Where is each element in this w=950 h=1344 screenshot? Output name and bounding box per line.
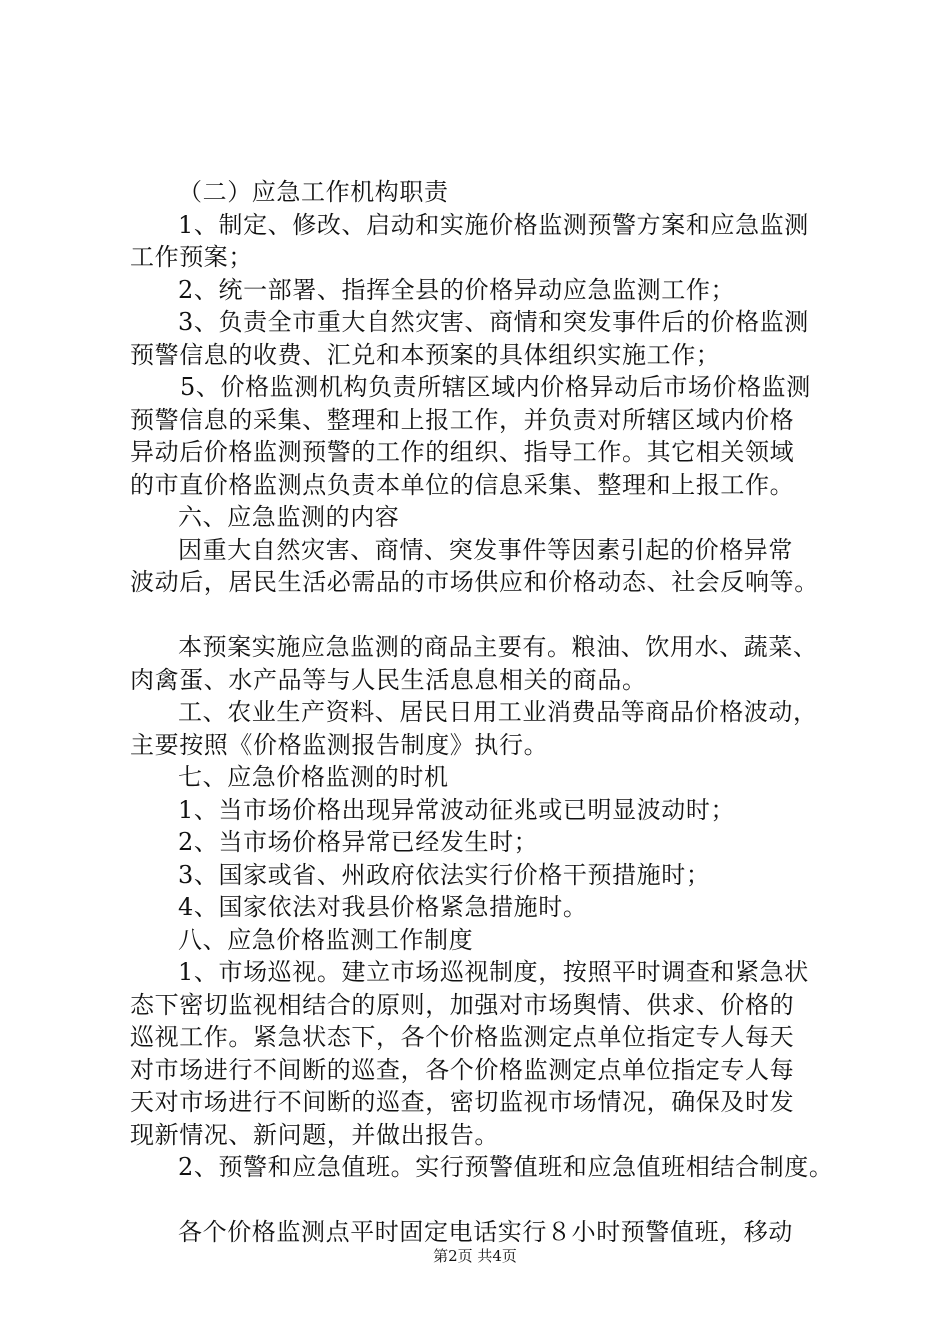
paragraph-line: 肉禽蛋、水产品等与人民生活息息相关的商品。	[130, 665, 647, 694]
paragraph-line: 对市场进行不间断的巡查，各个价格监测定点单位指定专人每	[130, 1055, 795, 1084]
paragraph-line: 1、当市场价格出现异常波动征兆或已明显波动时；	[178, 795, 736, 824]
paragraph-line: 预警信息的采集、整理和上报工作，并负责对所辖区域内价格	[130, 405, 795, 434]
section-heading: 七、应急价格监测的时机	[178, 763, 449, 791]
paragraph-line: 工、农业生产资料、居民日用工业消费品等商品价格波动，	[178, 698, 818, 726]
paragraph-line: 3、负责全市重大自然灾害、商情和突发事件后的价格监测	[178, 308, 809, 336]
paragraph-line: 异动后价格监测预警的工作的组织、指导工作。其它相关领域	[130, 438, 795, 466]
section-heading: （二）应急工作机构职责	[178, 178, 449, 206]
paragraph-line: 各个价格监测点平时固定电话实行８小时预警值班，移动	[178, 1218, 793, 1246]
document-body	[130, 176, 850, 1249]
paragraph-line: 巡视工作。紧急状态下，各个价格监测定点单位指定专人每天	[130, 1023, 795, 1051]
page-footer: 第2页 共4页	[433, 1247, 517, 1265]
blank-line	[130, 1184, 850, 1217]
paragraph-line: 2、统一部署、指挥全县的价格异动应急监测工作；	[178, 275, 736, 304]
paragraph-line: 本预案实施应急监测的商品主要有。粮油、饮用水、蔬菜、	[178, 633, 818, 661]
paragraph-line: 2、当市场价格异常已经发生时；	[178, 828, 539, 856]
paragraph-line: 预警信息的收费、汇兑和本预案的具体组织实施工作；	[130, 340, 721, 369]
paragraph-line: 的市直价格监测点负责本单位的信息采集、整理和上报工作。	[130, 470, 795, 499]
section-heading: 八、应急价格监测工作制度	[178, 925, 474, 954]
paragraph-line: 波动后，居民生活必需品的市场供应和价格动态、社会反响等。	[130, 568, 819, 596]
section-heading: 六、应急监测的内容	[178, 503, 400, 531]
paragraph-line: 天对市场进行不间断的巡查，密切监视市场情况，确保及时发	[130, 1088, 795, 1116]
paragraph-line: 态下密切监视相结合的原则，加强对市场舆情、供求、价格的	[130, 990, 795, 1019]
paragraph-line: 4、国家依法对我县价格紧急措施时。	[178, 893, 588, 921]
paragraph-line: 1、制定、修改、启动和实施价格监测预警方案和应急监测	[178, 210, 809, 239]
paragraph-line: 现新情况、新问题，并做出报告。	[130, 1120, 499, 1149]
paragraph-line: 主要按照《价格监测报告制度》执行。	[130, 730, 549, 759]
paragraph-line: 3、国家或省、州政府依法实行价格干预措施时；	[178, 860, 711, 889]
paragraph-line: 工作预案；	[130, 243, 253, 271]
blank-line	[130, 599, 850, 632]
paragraph-line: 2、预警和应急值班。实行预警值班和应急值班相结合制度。	[178, 1153, 834, 1181]
paragraph-line: 5、价格监测机构负责所辖区域内价格异动后市场价格监测	[180, 373, 811, 401]
paragraph-line: 1、市场巡视。建立市场巡视制度，按照平时调查和紧急状	[178, 958, 809, 986]
paragraph-line: 因重大自然灾害、商情、突发事件等因素引起的价格异常	[178, 535, 793, 564]
